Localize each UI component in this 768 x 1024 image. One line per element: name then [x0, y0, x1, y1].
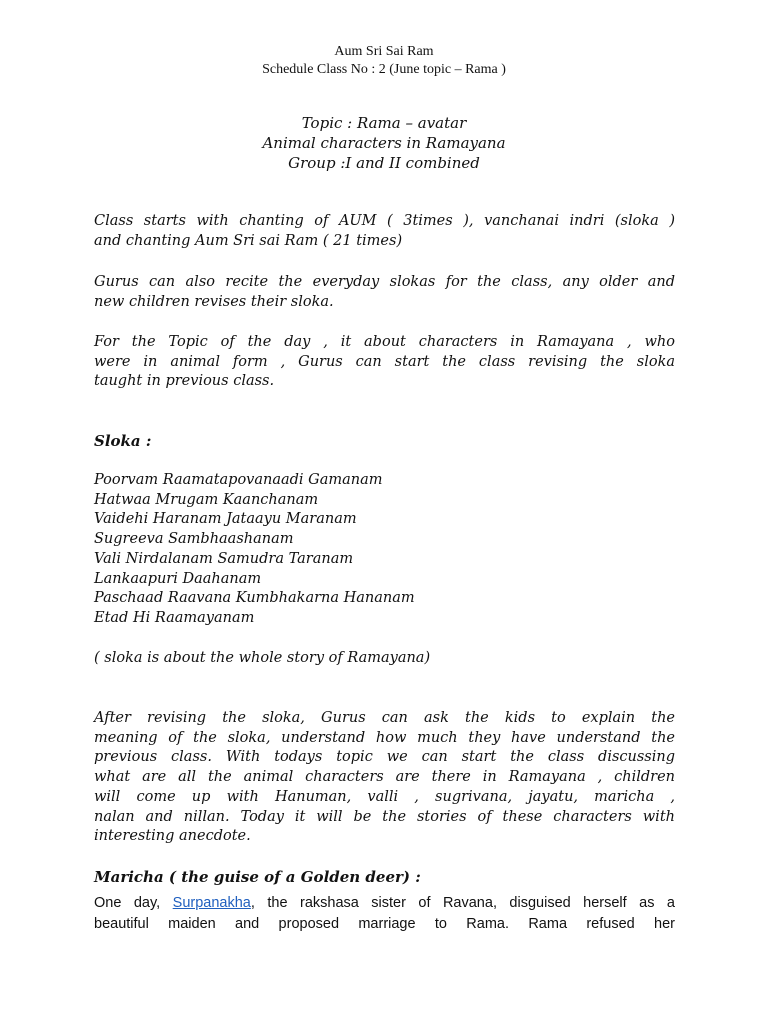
text-line: new children revises their sloka. [94, 293, 334, 310]
paragraph-chanting [94, 212, 675, 251]
text-line: ( sloka is about the whole story of Ramayana) [94, 650, 431, 666]
text-line: For the Topic of the day , it about characters in Ramayana , who [94, 334, 675, 350]
sloka-line: Lankaapuri Daahanam [94, 570, 262, 587]
sloka-line: Hatwaa Mrugam Kaanchanam [94, 491, 319, 508]
sloka-line: Sugreeva Sambhaashanam [94, 531, 294, 548]
sloka-line: Vaidehi Haranam Jataayu Maranam [94, 511, 357, 528]
sloka-line: Paschaad Raavana Kumbhakarna Hananam [94, 590, 415, 607]
paragraph-topic-of-day [94, 333, 675, 392]
topic-title: Topic : Rama – avatar [301, 114, 467, 132]
text-line: taught in previous class. [94, 373, 275, 390]
sloka-line: Etad Hi Raamayanam [94, 609, 255, 626]
maricha-text-pre: One day, [94, 895, 173, 911]
text-line: what are all the animal characters are there in Ramayana , children [94, 769, 675, 786]
topic-subtitle: Animal characters in Ramayana [262, 134, 506, 152]
surpanakha-link[interactable]: Surpanakha [172, 895, 251, 911]
header-line-1: Aum Sri Sai Ram [334, 44, 434, 59]
text-line: nalan and nillan. Today it will be the stories of these characters with [94, 808, 675, 825]
header-line-2: Schedule Class No : 2 (June topic – Rama ) [262, 62, 506, 77]
paragraph-after-revising [94, 709, 675, 847]
sloka-line: Poorvam Raamatapovanaadi Gamanam [94, 472, 383, 488]
text-line: meaning of the sloka, understand how much they have understand the [94, 729, 675, 746]
sloka-line: Vali Nirdalanam Samudra Taranam [94, 550, 354, 567]
sloka-note [94, 649, 675, 669]
text-line: were in animal form , Gurus can start the class revising the sloka [94, 353, 675, 370]
topic-group: Group :I and II combined [288, 154, 480, 172]
text-line: interesting anecdote. [94, 828, 251, 845]
text-line: beautiful maiden and proposed marriage to Rama. Rama refused her [94, 916, 675, 932]
text-line [94, 893, 675, 914]
text-line: and chanting Aum Sri sai Ram ( 21 times) [94, 232, 403, 249]
text-line: Class starts with chanting of AUM ( 3times ), vanchanai indri (sloka ) [94, 213, 675, 229]
paragraph-everyday-slokas [94, 273, 675, 312]
text-line: previous class. With todays topic we can start the class discussing [94, 749, 675, 766]
paragraph-maricha [94, 893, 675, 935]
sloka-verses [94, 471, 675, 629]
maricha-text-post: , the rakshasa sister of Ravana, disguised herself as a [250, 895, 675, 911]
maricha-heading: Maricha ( the guise of a Golden deer) : [94, 868, 421, 886]
text-line: Gurus can also recite the everyday slokas for the class, any older and [94, 274, 675, 290]
sloka-heading: Sloka : [94, 432, 152, 450]
text-line: After revising the sloka, Gurus can ask the kids to explain the [94, 710, 675, 726]
text-line: will come up with Hanuman, valli , sugrivana, jayatu, maricha , [94, 788, 675, 805]
